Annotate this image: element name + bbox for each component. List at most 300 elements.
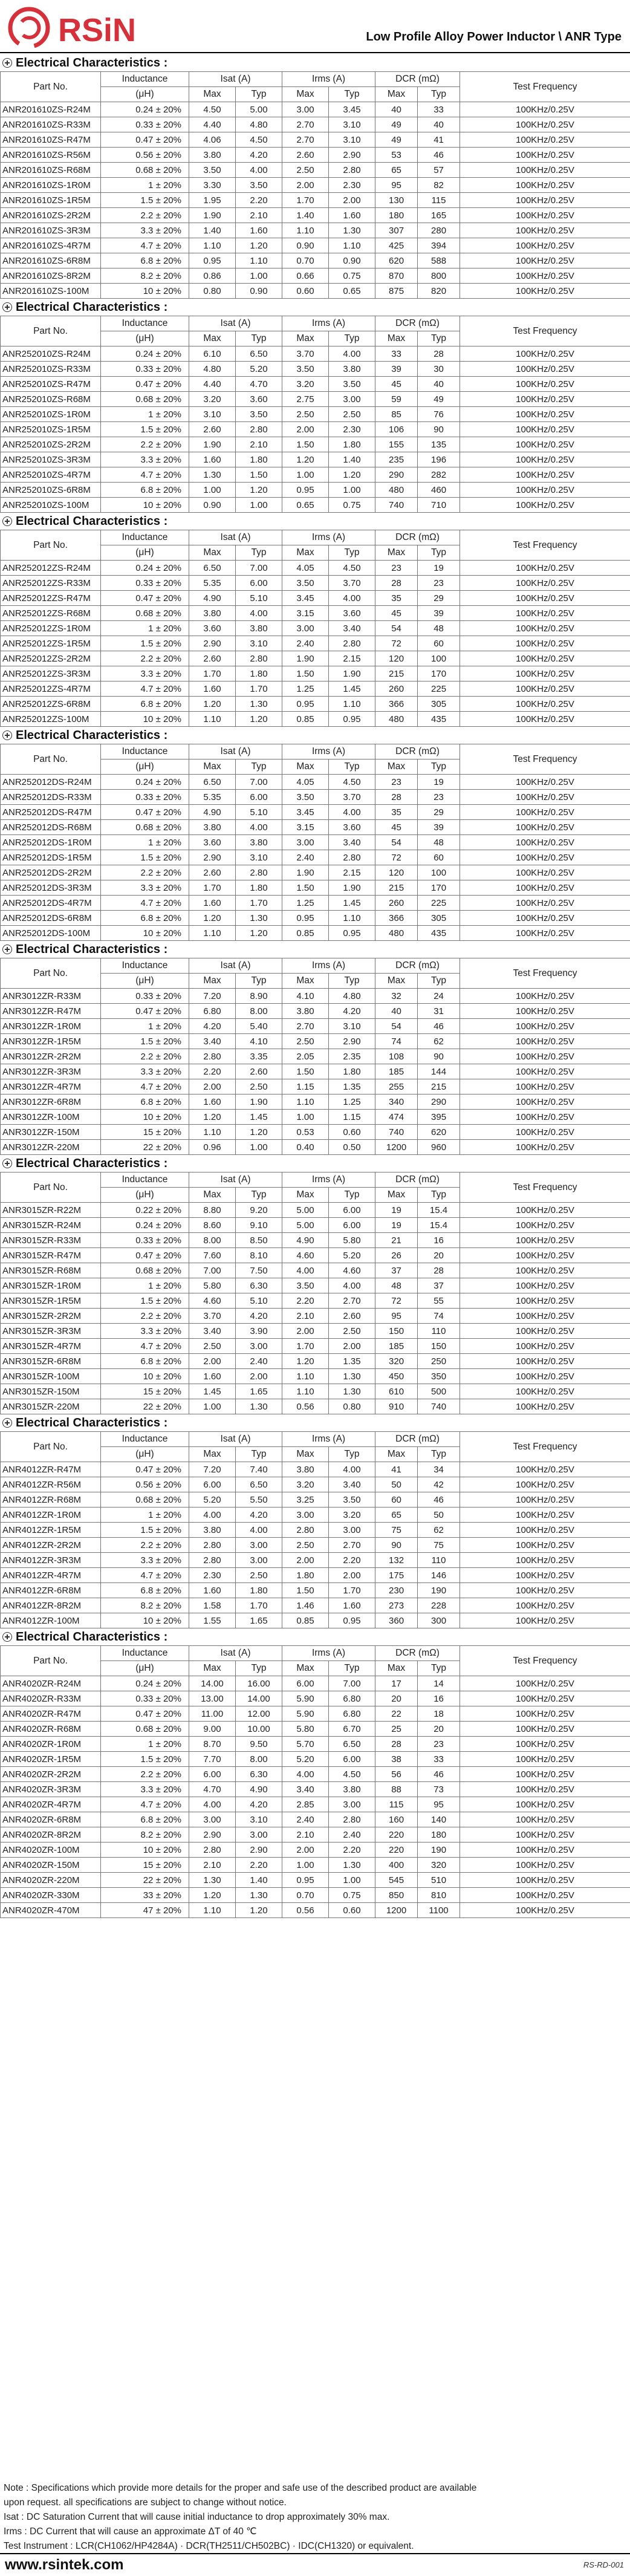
table-row	[1, 790, 630, 805]
part-number: ANR3015ZR-150M	[1, 1384, 101, 1399]
dcr-max: 220	[375, 1827, 418, 1843]
test-frequency: 100KHz/0.25V	[460, 820, 630, 835]
irms-typ: 1.10	[329, 911, 375, 926]
isat-typ: 6.50	[236, 346, 282, 362]
isat-typ: 5.10	[236, 1293, 282, 1309]
dcr-max: 290	[375, 467, 418, 483]
isat-typ: 1.40	[236, 1873, 282, 1888]
part-number: ANR252012ZS-100M	[1, 712, 101, 727]
inductance-value: 1.5 ± 20%	[101, 1752, 189, 1767]
header-isat: Isat (A)	[189, 72, 282, 87]
inductance-value: 3.3 ± 20%	[101, 880, 189, 896]
part-number: ANR252010ZS-2R2M	[1, 437, 101, 452]
header-part-no: Part No.	[1, 530, 101, 561]
inductance-value: 2.2 ± 20%	[101, 1767, 189, 1782]
header-inductance: Inductance	[101, 1432, 189, 1447]
inductance-value: 47 ± 20%	[101, 1903, 189, 1918]
irms-typ: 1.90	[329, 880, 375, 896]
dcr-max: 400	[375, 1858, 418, 1873]
dcr-typ: 19	[418, 775, 460, 790]
irms-typ: 6.50	[329, 1737, 375, 1752]
dcr-typ: 170	[418, 880, 460, 896]
isat-max: 1.60	[189, 681, 236, 697]
dcr-typ: 75	[418, 1538, 460, 1553]
irms-max: 0.90	[282, 238, 329, 253]
table-row	[1, 1752, 630, 1767]
isat-max: 1.95	[189, 193, 236, 208]
dcr-max: 72	[375, 1293, 418, 1309]
section-title-text: Electrical Characteristics :	[16, 56, 168, 70]
isat-typ: 8.50	[236, 1233, 282, 1248]
table-row	[1, 132, 630, 148]
isat-typ: 3.10	[236, 636, 282, 651]
isat-max: 1.30	[189, 467, 236, 483]
notes-block	[4, 2481, 626, 2554]
header-inductance: Inductance	[101, 744, 189, 759]
irms-typ: 3.70	[329, 790, 375, 805]
spec-sections	[0, 54, 630, 1918]
test-frequency: 100KHz/0.25V	[460, 1477, 630, 1492]
isat-typ: 9.50	[236, 1737, 282, 1752]
dcr-typ: 740	[418, 1399, 460, 1414]
part-number: ANR201610ZS-R47M	[1, 132, 101, 148]
isat-typ: 4.00	[236, 820, 282, 835]
test-frequency: 100KHz/0.25V	[460, 621, 630, 636]
isat-max: 3.60	[189, 835, 236, 850]
test-frequency: 100KHz/0.25V	[460, 452, 630, 467]
inductance-value: 0.68 ± 20%	[101, 820, 189, 835]
isat-typ: 7.00	[236, 775, 282, 790]
table-row	[1, 865, 630, 880]
inductance-value: 4.7 ± 20%	[101, 896, 189, 911]
dcr-max: 35	[375, 805, 418, 820]
part-number: ANR3012ZR-3R3M	[1, 1064, 101, 1079]
inductance-value: 0.33 ± 20%	[101, 1691, 189, 1706]
inductance-value: 0.68 ± 20%	[101, 1263, 189, 1278]
test-frequency: 100KHz/0.25V	[460, 561, 630, 576]
dcr-typ: 144	[418, 1064, 460, 1079]
isat-typ: 4.20	[236, 1508, 282, 1523]
isat-typ: 1.70	[236, 1598, 282, 1613]
table-row	[1, 1903, 630, 1918]
irms-max: 3.50	[282, 1278, 329, 1293]
test-frequency: 100KHz/0.25V	[460, 253, 630, 268]
test-frequency: 100KHz/0.25V	[460, 1691, 630, 1706]
isat-max: 6.00	[189, 1767, 236, 1782]
isat-max: 4.20	[189, 1019, 236, 1034]
test-frequency: 100KHz/0.25V	[460, 865, 630, 880]
dcr-max: 65	[375, 163, 418, 178]
test-frequency: 100KHz/0.25V	[460, 238, 630, 253]
isat-max: 2.50	[189, 1339, 236, 1354]
dcr-max: 49	[375, 117, 418, 132]
dcr-typ: 280	[418, 223, 460, 238]
header-typ: Typ	[329, 1447, 375, 1462]
table-row	[1, 148, 630, 163]
test-frequency: 100KHz/0.25V	[460, 1523, 630, 1538]
isat-max: 1.10	[189, 238, 236, 253]
irms-typ: 2.00	[329, 1339, 375, 1354]
table-row	[1, 1218, 630, 1233]
irms-typ: 4.00	[329, 1462, 375, 1477]
test-frequency: 100KHz/0.25V	[460, 102, 630, 117]
part-number: ANR4020ZR-6R8M	[1, 1812, 101, 1827]
table-row	[1, 621, 630, 636]
test-frequency: 100KHz/0.25V	[460, 362, 630, 377]
test-frequency: 100KHz/0.25V	[460, 346, 630, 362]
test-frequency: 100KHz/0.25V	[460, 117, 630, 132]
irms-max: 1.50	[282, 880, 329, 896]
dcr-max: 120	[375, 651, 418, 666]
irms-typ: 2.80	[329, 1812, 375, 1827]
irms-typ: 4.20	[329, 1004, 375, 1019]
dcr-max: 49	[375, 132, 418, 148]
table-row	[1, 1384, 630, 1399]
dcr-max: 41	[375, 1462, 418, 1477]
irms-max: 1.40	[282, 208, 329, 223]
irms-max: 1.70	[282, 193, 329, 208]
header-typ: Typ	[418, 1661, 460, 1676]
irms-typ: 3.40	[329, 621, 375, 636]
table-row	[1, 835, 630, 850]
isat-max: 0.96	[189, 1140, 236, 1155]
irms-max: 1.10	[282, 1384, 329, 1399]
isat-typ: 1.20	[236, 1125, 282, 1140]
dcr-typ: 135	[418, 437, 460, 452]
part-number: ANR252012DS-R47M	[1, 805, 101, 820]
isat-typ: 4.50	[236, 132, 282, 148]
part-number: ANR252012DS-1R0M	[1, 835, 101, 850]
part-number: ANR201610ZS-2R2M	[1, 208, 101, 223]
isat-max: 1.10	[189, 712, 236, 727]
spec-table	[0, 1645, 630, 1918]
isat-max: 2.20	[189, 1064, 236, 1079]
isat-typ: 4.20	[236, 1309, 282, 1324]
dcr-max: 28	[375, 576, 418, 591]
dcr-typ: 23	[418, 1737, 460, 1752]
header-max: Max	[189, 87, 236, 102]
footer-url[interactable]: www.rsintek.com	[5, 2557, 124, 2573]
irms-typ: 6.80	[329, 1706, 375, 1722]
inductance-value: 4.7 ± 20%	[101, 1339, 189, 1354]
dcr-max: 26	[375, 1248, 418, 1263]
dcr-typ: 100	[418, 651, 460, 666]
page-header	[0, 0, 630, 56]
isat-typ: 2.10	[236, 437, 282, 452]
header-max: Max	[282, 1661, 329, 1676]
isat-max: 4.00	[189, 1508, 236, 1523]
section-title-text: Electrical Characteristics :	[16, 515, 168, 528]
test-frequency: 100KHz/0.25V	[460, 576, 630, 591]
table-row	[1, 1873, 630, 1888]
inductance-value: 4.7 ± 20%	[101, 467, 189, 483]
header-typ: Typ	[418, 87, 460, 102]
test-frequency: 100KHz/0.25V	[460, 1049, 630, 1064]
table-row	[1, 346, 630, 362]
table-row	[1, 268, 630, 284]
header-test-frequency: Test Frequency	[460, 1173, 630, 1203]
isat-typ: 3.00	[236, 1538, 282, 1553]
inductance-value: 1.5 ± 20%	[101, 1293, 189, 1309]
irms-typ: 3.80	[329, 1782, 375, 1797]
dcr-max: 425	[375, 238, 418, 253]
part-number: ANR252010ZS-R68M	[1, 392, 101, 407]
irms-typ: 1.20	[329, 467, 375, 483]
irms-max: 3.40	[282, 1782, 329, 1797]
header-max: Max	[375, 87, 418, 102]
table-header-row	[1, 530, 630, 545]
header-typ: Typ	[236, 1661, 282, 1676]
isat-typ: 1.20	[236, 483, 282, 498]
isat-typ: 2.00	[236, 1369, 282, 1384]
header-isat: Isat (A)	[189, 316, 282, 331]
irms-max: 4.10	[282, 989, 329, 1004]
irms-max: 0.85	[282, 712, 329, 727]
irms-max: 1.10	[282, 1094, 329, 1110]
inductance-value: 3.3 ± 20%	[101, 666, 189, 681]
part-number: ANR252012ZS-R24M	[1, 561, 101, 576]
isat-max: 1.60	[189, 452, 236, 467]
irms-max: 2.70	[282, 117, 329, 132]
inductance-value: 0.47 ± 20%	[101, 805, 189, 820]
header-max: Max	[189, 1447, 236, 1462]
inductance-value: 10 ± 20%	[101, 926, 189, 941]
test-frequency: 100KHz/0.25V	[460, 651, 630, 666]
isat-typ: 14.00	[236, 1691, 282, 1706]
irms-typ: 1.45	[329, 681, 375, 697]
irms-max: 4.05	[282, 775, 329, 790]
isat-max: 4.70	[189, 1782, 236, 1797]
table-row	[1, 1140, 630, 1155]
inductance-value: 2.2 ± 20%	[101, 1309, 189, 1324]
isat-max: 4.06	[189, 132, 236, 148]
inductance-value: 1 ± 20%	[101, 1508, 189, 1523]
dcr-max: 19	[375, 1218, 418, 1233]
spec-table	[0, 1172, 630, 1414]
irms-typ: 1.90	[329, 666, 375, 681]
isat-max: 0.80	[189, 284, 236, 299]
part-number: ANR3012ZR-2R2M	[1, 1049, 101, 1064]
irms-typ: 1.00	[329, 483, 375, 498]
part-number: ANR252010ZS-1R0M	[1, 407, 101, 422]
part-number: ANR3012ZR-4R7M	[1, 1079, 101, 1094]
isat-typ: 3.80	[236, 835, 282, 850]
irms-max: 5.00	[282, 1203, 329, 1218]
rsin-logo	[7, 6, 207, 50]
part-number: ANR252012ZS-1R0M	[1, 621, 101, 636]
dcr-max: 35	[375, 591, 418, 606]
dcr-typ: 40	[418, 117, 460, 132]
part-number: ANR3015ZR-R68M	[1, 1263, 101, 1278]
inductance-value: 6.8 ± 20%	[101, 253, 189, 268]
section-title-text: Electrical Characteristics :	[16, 943, 168, 956]
dcr-typ: 1100	[418, 1903, 460, 1918]
header-irms: Irms (A)	[282, 316, 375, 331]
irms-max: 1.10	[282, 1369, 329, 1384]
irms-max: 5.00	[282, 1218, 329, 1233]
inductance-value: 10 ± 20%	[101, 498, 189, 513]
dcr-max: 220	[375, 1843, 418, 1858]
table-row	[1, 1049, 630, 1064]
part-number: ANR3012ZR-220M	[1, 1140, 101, 1155]
irms-typ: 3.10	[329, 117, 375, 132]
dcr-typ: 33	[418, 1752, 460, 1767]
header-typ: Typ	[329, 1661, 375, 1676]
isat-max: 4.40	[189, 377, 236, 392]
irms-max: 2.20	[282, 1293, 329, 1309]
section-title	[0, 513, 630, 530]
irms-max: 2.50	[282, 163, 329, 178]
part-number: ANR201610ZS-6R8M	[1, 253, 101, 268]
isat-typ: 4.00	[236, 606, 282, 621]
isat-max: 3.30	[189, 178, 236, 193]
inductance-value: 1 ± 20%	[101, 1019, 189, 1034]
test-frequency: 100KHz/0.25V	[460, 163, 630, 178]
isat-typ: 1.70	[236, 681, 282, 697]
test-frequency: 100KHz/0.25V	[460, 1492, 630, 1508]
irms-max: 3.20	[282, 1477, 329, 1492]
inductance-value: 0.47 ± 20%	[101, 132, 189, 148]
isat-max: 1.10	[189, 1903, 236, 1918]
dcr-max: 1200	[375, 1140, 418, 1155]
isat-typ: 2.80	[236, 651, 282, 666]
dcr-max: 610	[375, 1384, 418, 1399]
isat-max: 6.50	[189, 775, 236, 790]
note-line: Irms : DC Current that will cause an approximate ΔT of 40 ℃	[4, 2526, 257, 2537]
isat-max: 0.90	[189, 498, 236, 513]
isat-typ: 5.10	[236, 805, 282, 820]
isat-typ: 3.90	[236, 1324, 282, 1339]
inductance-value: 1.5 ± 20%	[101, 422, 189, 437]
part-number: ANR252012DS-1R5M	[1, 850, 101, 865]
header-part-no: Part No.	[1, 316, 101, 346]
dcr-typ: 190	[418, 1843, 460, 1858]
test-frequency: 100KHz/0.25V	[460, 1767, 630, 1782]
isat-typ: 4.80	[236, 117, 282, 132]
irms-typ: 3.10	[329, 132, 375, 148]
irms-typ: 4.60	[329, 1263, 375, 1278]
dcr-max: 620	[375, 253, 418, 268]
part-number: ANR4020ZR-R24M	[1, 1676, 101, 1691]
note-line: Note : Specifications which provide more details for the proper and safe use of the described product are available	[4, 2483, 477, 2493]
dcr-typ: 165	[418, 208, 460, 223]
header-typ: Typ	[329, 87, 375, 102]
irms-max: 0.85	[282, 926, 329, 941]
dcr-max: 54	[375, 1019, 418, 1034]
header-dcr: DCR (mΩ)	[375, 1173, 460, 1188]
isat-typ: 3.00	[236, 1339, 282, 1354]
part-number: ANR4020ZR-470M	[1, 1903, 101, 1918]
irms-max: 0.85	[282, 1613, 329, 1628]
isat-max: 9.00	[189, 1722, 236, 1737]
dcr-max: 255	[375, 1079, 418, 1094]
dcr-max: 320	[375, 1354, 418, 1369]
dcr-typ: 20	[418, 1722, 460, 1737]
header-max: Max	[189, 974, 236, 989]
irms-max: 3.15	[282, 606, 329, 621]
section-title	[0, 727, 630, 744]
irms-max: 0.95	[282, 1873, 329, 1888]
isat-typ: 1.90	[236, 1094, 282, 1110]
part-number: ANR3015ZR-100M	[1, 1369, 101, 1384]
part-number: ANR252012ZS-R47M	[1, 591, 101, 606]
part-number: ANR3012ZR-R47M	[1, 1004, 101, 1019]
test-frequency: 100KHz/0.25V	[460, 1384, 630, 1399]
header-irms: Irms (A)	[282, 744, 375, 759]
table-row	[1, 208, 630, 223]
section-title-text: Electrical Characteristics :	[16, 1630, 168, 1644]
dcr-max: 155	[375, 437, 418, 452]
isat-max: 1.20	[189, 1110, 236, 1125]
dcr-typ: 95	[418, 1797, 460, 1812]
header-irms: Irms (A)	[282, 530, 375, 545]
header-typ: Typ	[329, 331, 375, 346]
part-number: ANR252012DS-R24M	[1, 775, 101, 790]
irms-max: 2.40	[282, 636, 329, 651]
inductance-value: 6.8 ± 20%	[101, 1812, 189, 1827]
test-frequency: 100KHz/0.25V	[460, 1354, 630, 1369]
dcr-max: 54	[375, 621, 418, 636]
dcr-max: 21	[375, 1233, 418, 1248]
header-isat: Isat (A)	[189, 744, 282, 759]
irms-max: 0.95	[282, 483, 329, 498]
header-irms: Irms (A)	[282, 958, 375, 974]
irms-typ: 1.35	[329, 1079, 375, 1094]
irms-typ: 2.40	[329, 1827, 375, 1843]
part-number: ANR4020ZR-8R2M	[1, 1827, 101, 1843]
test-frequency: 100KHz/0.25V	[460, 422, 630, 437]
part-number: ANR252010ZS-R33M	[1, 362, 101, 377]
spec-table	[0, 530, 630, 727]
dcr-typ: 588	[418, 253, 460, 268]
part-number: ANR3015ZR-R47M	[1, 1248, 101, 1263]
inductance-value: 1.5 ± 20%	[101, 1034, 189, 1049]
dcr-max: 185	[375, 1064, 418, 1079]
dcr-typ: 810	[418, 1888, 460, 1903]
test-frequency: 100KHz/0.25V	[460, 392, 630, 407]
test-frequency: 100KHz/0.25V	[460, 1613, 630, 1628]
inductance-value: 0.68 ± 20%	[101, 392, 189, 407]
irms-typ: 6.80	[329, 1691, 375, 1706]
dcr-max: 120	[375, 865, 418, 880]
isat-max: 2.60	[189, 422, 236, 437]
isat-max: 2.80	[189, 1049, 236, 1064]
header-unit: (μH)	[101, 331, 189, 346]
dcr-max: 185	[375, 1339, 418, 1354]
dcr-max: 60	[375, 1492, 418, 1508]
table-row	[1, 284, 630, 299]
isat-typ: 7.50	[236, 1263, 282, 1278]
dcr-typ: 146	[418, 1568, 460, 1583]
inductance-value: 0.22 ± 20%	[101, 1203, 189, 1218]
irms-typ: 3.45	[329, 102, 375, 117]
inductance-value: 0.24 ± 20%	[101, 346, 189, 362]
header-inductance: Inductance	[101, 1646, 189, 1661]
isat-max: 6.80	[189, 1004, 236, 1019]
test-frequency: 100KHz/0.25V	[460, 1568, 630, 1583]
table-row	[1, 896, 630, 911]
isat-typ: 1.10	[236, 253, 282, 268]
inductance-value: 0.47 ± 20%	[101, 1706, 189, 1722]
dcr-typ: 290	[418, 1094, 460, 1110]
header-typ: Typ	[329, 545, 375, 561]
dcr-typ: 180	[418, 1827, 460, 1843]
table-row	[1, 775, 630, 790]
test-frequency: 100KHz/0.25V	[460, 1827, 630, 1843]
inductance-value: 1.5 ± 20%	[101, 850, 189, 865]
dcr-typ: 225	[418, 896, 460, 911]
part-number: ANR252010ZS-100M	[1, 498, 101, 513]
